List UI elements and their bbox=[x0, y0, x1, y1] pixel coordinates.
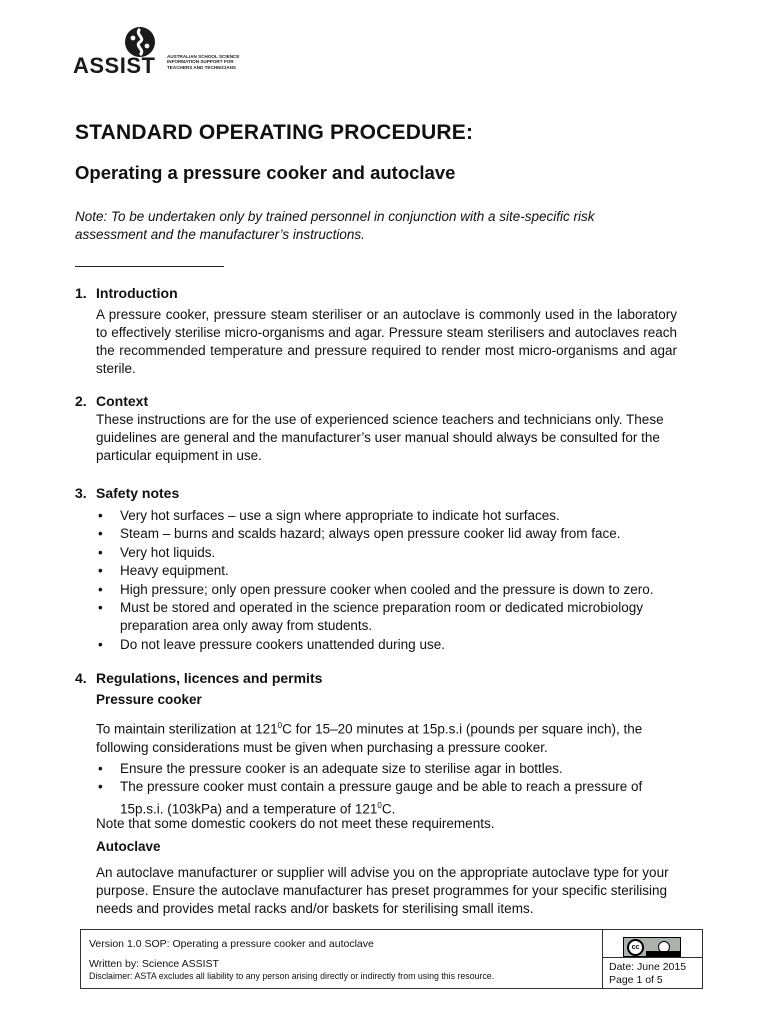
subsection-heading: Autoclave bbox=[96, 839, 161, 854]
document-subtitle: Operating a pressure cooker and autoclave bbox=[75, 162, 456, 183]
footer-disclaimer: Disclaimer: ASTA excludes all liability to any person arising directly or indirectly from using this resource. bbox=[89, 971, 495, 981]
autoclave-body: An autoclave manufacturer or supplier will advise you on the appropriate autoclave type for your purpose. Ensure the autoclave manufacturer has preset programmes for your specific sterilising needs and provides metal racks and/or baskets for sterilising small items. bbox=[96, 865, 669, 916]
list-item bbox=[96, 760, 686, 778]
section-number: 2. bbox=[75, 393, 87, 409]
bullet: • bbox=[98, 761, 103, 776]
bullet: • bbox=[98, 779, 103, 795]
section-title: Context bbox=[96, 393, 149, 409]
list-item-text: C. bbox=[381, 801, 396, 817]
section-heading bbox=[75, 670, 322, 686]
document-title: STANDARD OPERATING PROCEDURE: bbox=[75, 121, 474, 144]
list-item-text: Heavy equipment. bbox=[120, 563, 229, 579]
superscript: 0 bbox=[377, 800, 382, 810]
section-body: A pressure cooker, pressure steam steriliser or an autoclave is commonly used in the laboratory to effectively sterilise micro-organisms and agar. Pressure steam sterilisers and autoclaves reach the recommended temperature and pressure required to render most micro-organisms and agar sterile. bbox=[96, 307, 677, 376]
list-item bbox=[96, 525, 686, 543]
footer-info bbox=[81, 930, 603, 988]
section-number: 4. bbox=[75, 670, 87, 686]
by-bar bbox=[646, 951, 681, 956]
bullet: • bbox=[98, 600, 103, 616]
list-item bbox=[96, 778, 686, 818]
list-item bbox=[96, 599, 686, 636]
footer-author: Written by: Science ASSIST bbox=[89, 958, 219, 970]
cc-badge-label: cc bbox=[627, 939, 644, 956]
list-item-text: Must be stored and operated in the science preparation room or dedicated microbiology preparation area only away from students. bbox=[120, 600, 644, 634]
list-item-text: Steam – burns and scalds hazard; always open pressure cooker lid away from face. bbox=[120, 526, 621, 542]
section-number: 1. bbox=[75, 285, 87, 301]
list-item bbox=[96, 562, 686, 580]
list-item-text: Ensure the pressure cooker is an adequate size to sterilise agar in bottles. bbox=[120, 761, 563, 776]
list-item bbox=[96, 581, 686, 599]
safety-notes-list bbox=[96, 507, 686, 654]
list-item-text: The pressure cooker must contain a pressure gauge and be able to reach a pressure of 15p.s.i. (103kPa) and a temperature of 121 bbox=[120, 779, 643, 817]
pressure-cooker-list bbox=[96, 760, 686, 819]
logo-wordmark: ASSIST bbox=[73, 53, 156, 78]
text-run: To maintain sterilization at 121 bbox=[96, 721, 278, 737]
list-item-text: High pressure; only open pressure cooker when cooled and the pressure is down to zero. bbox=[120, 581, 654, 597]
creative-commons-by-icon bbox=[623, 937, 681, 957]
list-item-text: Do not leave pressure cookers unattended during use. bbox=[120, 636, 445, 652]
bullet: • bbox=[98, 526, 103, 542]
text-run: C for 15–20 minutes at 15p.s.i (pounds per square inch), the following considerations must be given when purchasing a pressure cooker. bbox=[96, 721, 643, 755]
section-body: These instructions are for the use of experienced science teachers and technicians only. These guidelines are general and the manufacturer’s user manual should always be consulted for the particular equipment in use. bbox=[96, 412, 664, 463]
document-note: Note: To be undertaken only by trained personnel in conjunction with a site-specific risk assessment and the manufacturer’s instructions. bbox=[75, 209, 595, 242]
list-item-text: Very hot liquids. bbox=[120, 544, 216, 560]
section-heading bbox=[75, 485, 179, 501]
bullet: • bbox=[98, 544, 103, 560]
footer-page-number: Page 1 of 5 bbox=[609, 974, 663, 986]
list-item bbox=[96, 544, 686, 562]
list-item bbox=[96, 636, 686, 654]
bullet: • bbox=[98, 581, 103, 597]
bullet: • bbox=[98, 508, 103, 523]
logo-tagline: AUSTRALIAN SCHOOL SCIENCE INFORMATION SUPPORT FOR TEACHERS AND TECHNICIANS bbox=[167, 54, 240, 70]
pressure-cooker-intro bbox=[96, 717, 677, 757]
list-item-text: Very hot surfaces – use a sign where appropriate to indicate hot surfaces. bbox=[120, 508, 560, 523]
footer-meta bbox=[603, 930, 702, 988]
list-item bbox=[96, 507, 686, 525]
section-title: Regulations, licences and permits bbox=[96, 670, 323, 686]
section-number: 3. bbox=[75, 485, 87, 501]
bullet: • bbox=[98, 636, 103, 652]
footer-date: Date: June 2015 bbox=[609, 961, 687, 973]
divider bbox=[75, 266, 224, 267]
section-title: Safety notes bbox=[96, 485, 180, 501]
pressure-cooker-closing: Note that some domestic cookers do not meet these requirements. bbox=[96, 816, 495, 831]
footer-version: Version 1.0 SOP: Operating a pressure cooker and autoclave bbox=[89, 938, 374, 950]
subsection-heading: Pressure cooker bbox=[96, 692, 202, 707]
section-heading bbox=[75, 285, 178, 301]
section-title: Introduction bbox=[96, 285, 178, 301]
section-heading bbox=[75, 393, 148, 409]
page-footer bbox=[80, 929, 703, 989]
bullet: • bbox=[98, 563, 103, 579]
assist-logo bbox=[73, 26, 240, 78]
superscript: 0 bbox=[277, 721, 283, 730]
